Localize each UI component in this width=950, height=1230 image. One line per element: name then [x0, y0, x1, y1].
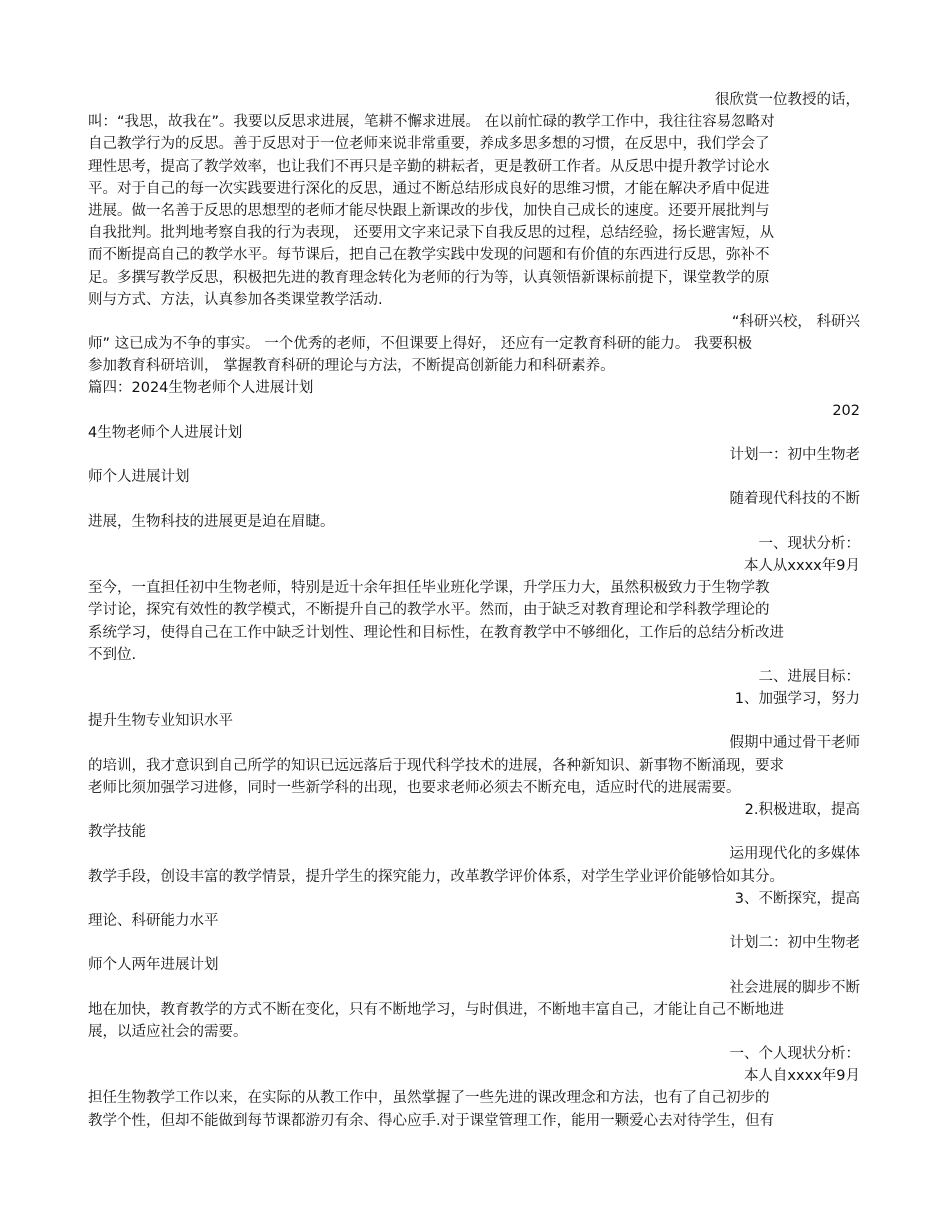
text-line: 叫：“我思，故我在”。我要以反思求进展，笔耕不懈求进展。 在以前忙碌的教学工作中，我往往容易忽略对 — [88, 114, 775, 131]
text-line: 本人自xxxx年9月 — [743, 1068, 860, 1085]
text-line: 很欣赏一位教授的话， — [715, 92, 860, 108]
text-line: 运用现代化的多媒体 — [729, 846, 860, 863]
text-line: 进展，生物科技的进展更是迫在眉睫。 — [88, 513, 335, 530]
text-line: 不到位. — [88, 646, 137, 663]
text-line: 教学技能 — [88, 824, 146, 841]
text-line: 教学个性，但却不能做到每节课都游刃有余、得心应手.对于课堂管理工作，能用一颗爱心去对待学生，但有 — [88, 1112, 775, 1129]
text-line: 足。多撰写教学反思，积极把先进的教育理念转化为老师的行为等，认真领悟新课标前提下，课堂教学的原 — [88, 269, 770, 286]
text-line: 篇四：2024生物老师个人进展计划 — [88, 380, 314, 397]
text-line: 老师比须加强学习进修，同时一些新学科的出现，也要求老师必须去不断充电，适应时代的进展需要。 — [88, 779, 741, 796]
text-line: 自己教学行为的反思。善于反思对于一位老师来说非常重要，养成多思多想的习惯，在反思中，我们学会了 — [88, 136, 770, 153]
text-line: 202 — [832, 402, 860, 419]
document-page — [88, 89, 860, 1132]
text-line: 平。对于自己的每一次实践要进行深化的反思，通过不断总结形成良好的思维习惯，才能在解决矛盾中促进 — [88, 180, 770, 197]
text-line: 理论、科研能力水平 — [88, 912, 219, 929]
text-line: 二、进展目标： — [758, 668, 860, 685]
text-line: 本人从xxxx年9月 — [743, 557, 860, 574]
text-line: 计划一：初中生物老 — [729, 447, 860, 463]
text-line: 而不断提高自己的教学水平。每节课后，把自己在教学实践中发现的问题和有价值的东西进行反思，弥补不 — [88, 247, 770, 264]
text-line: 自我批判。批判地考察自我的行为表现， 还要用文字来记录下自我反思的过程，总结经验，扬长避害短，从 — [88, 225, 775, 242]
text-line: 至今，一直担任初中生物老师，特别是近十余年担任毕业班化学课，升学压力大，虽然积极致力于生物学教 — [88, 580, 770, 597]
text-line: 进展。做一名善于反思的思想型的老师才能尽快跟上新课改的步伐，加快自己成长的速度。还要开展批判与 — [88, 202, 770, 219]
text-line: 学讨论，探究有效性的教学模式，不断提升自己的教学水平。然而，由于缺乏对教育理论和学科教学理论的 — [88, 602, 770, 619]
text-line: 教学手段，创设丰富的教学情景，提升学生的探究能力，改革教学评价体系，对学生学业评价能够恰如其分。 — [88, 868, 784, 885]
text-line: 系统学习，使得自己在工作中缺乏计划性、理论性和目标性，在教育教学中不够细化，工作后的总结分析改进 — [88, 624, 784, 641]
text-line: 师” 这已成为不争的事实。 一个优秀的老师，不但课要上得好， 还应有一定教育科研的能力。 我要积极 — [88, 336, 752, 353]
text-line: 师个人进展计划 — [88, 469, 190, 486]
text-line: 展，以适应社会的需要。 — [88, 1023, 248, 1040]
text-line: 则与方式、方法，认真参加各类课堂教学活动. — [88, 291, 383, 308]
text-line: 假期中通过骨干老师 — [729, 735, 860, 752]
text-line: 提升生物专业知识水平 — [88, 713, 233, 730]
text-line: 地在加快，教育教学的方式不断在变化，只有不断地学习，与时俱进，不断地丰富自己，才能让自己不断地进 — [88, 1001, 784, 1018]
text-line: 一、现状分析： — [758, 535, 860, 552]
text-line: 3、不断探究，提高 — [734, 890, 860, 907]
text-line: 的培训，我才意识到自己所学的知识已远远落后于现代科学技术的进展，各种新知识、新事物不断涌现，要求 — [88, 757, 784, 774]
text-line: 担任生物教学工作以来，在实际的从教工作中，虽然掌握了一些先进的课改理念和方法，也有了自己初步的 — [88, 1090, 770, 1107]
text-line: “科研兴校， 科研兴 — [731, 313, 860, 330]
text-line: 计划二：初中生物老 — [729, 935, 860, 952]
text-line: 理性思考，提高了教学效率，也让我们不再只是辛勤的耕耘者，更是教研工作者。从反思中提升教学讨论水 — [88, 158, 770, 175]
text-line: 社会进展的脚步不断 — [729, 979, 860, 996]
text-line: 4生物老师个人进展计划 — [88, 424, 243, 441]
text-line: 1、加强学习，努力 — [734, 691, 860, 708]
text-line: 师个人两年进展计划 — [88, 957, 219, 974]
text-line: 随着现代科技的不断 — [729, 491, 860, 508]
text-line: 一、个人现状分析： — [729, 1046, 860, 1063]
text-line: 参加教育科研培训， 掌握教育科研的理论与方法，不断提高创新能力和科研素养。 — [88, 358, 615, 375]
text-line: 2.积极进取，提高 — [744, 802, 860, 818]
